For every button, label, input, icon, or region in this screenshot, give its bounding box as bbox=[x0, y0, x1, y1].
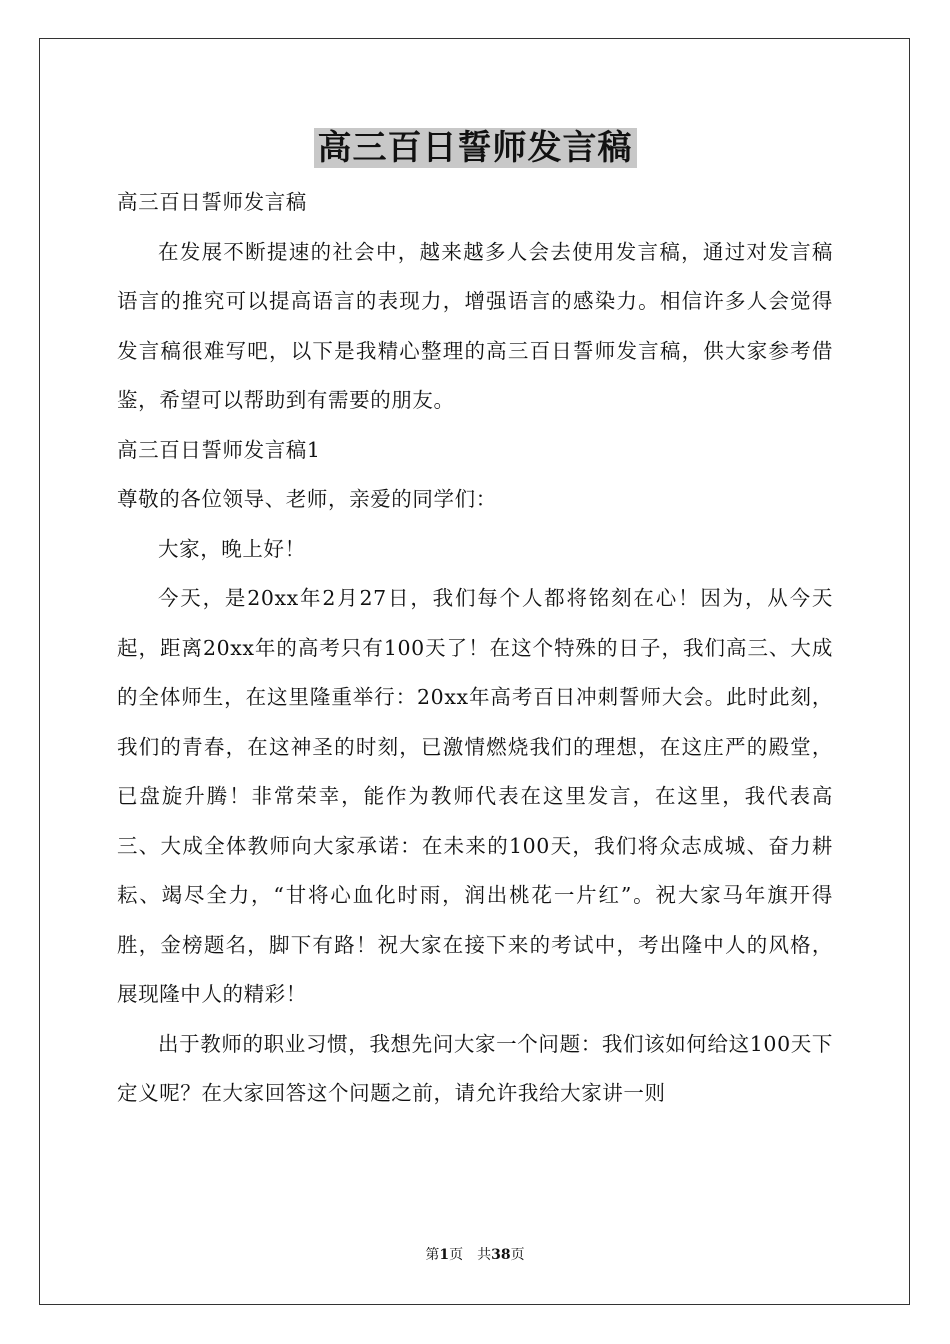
paragraph-section-heading: 高三百日誓师发言稿1 bbox=[117, 437, 321, 462]
current-page-number: 1 bbox=[439, 1247, 450, 1263]
paragraph-intro: 在发展不断提速的社会中，越来越多人会去使用发言稿，通过对发言稿语言的推究可以提高语言的表现力，增强语言的感染力。相信许多人会觉得发言稿很难写吧，以下是我精心整理的高三百日誓师发言稿，供大家参考借鉴，希望可以帮助到有需要的朋友。 bbox=[117, 239, 833, 412]
page-footer bbox=[0, 1246, 950, 1264]
paragraph-greeting: 大家，晚上好！ bbox=[158, 536, 306, 561]
paragraph-body: 今天，是20xx年2月27日，我们每个人都将铭刻在心！因为，从今天起，距离20xx年的高考只有100天了！在这个特殊的日子，我们高三、大成的全体师生，在这里隆重举行：20xx年高考百日冲刺誓师大会。此时此刻，我们的青春，在这神圣的时刻，已激情燃烧我们的理想，在这庄严的殿堂，已盘旋升腾！非常荣幸，能作为教师代表在这里发言，在这里，我代表高三、大成全体教师向大家承诺：在未来的100天，我们将众志成城、奋力耕耘、竭尽全力，“甘将心血化时雨，润出桃花一片红”。祝大家马年旗开得胜，金榜题名，脚下有路！祝大家在接下来的考试中，考出隆中人的风格，展现隆中人的精彩！ bbox=[117, 586, 833, 1006]
document-title bbox=[0, 126, 950, 170]
paragraph-subtitle: 高三百日誓师发言稿 bbox=[117, 190, 307, 214]
paragraph-salutation: 尊敬的各位领导、老师，亲爱的同学们： bbox=[117, 487, 497, 511]
document-title-text: 高三百日誓师发言稿 bbox=[314, 128, 637, 168]
document-body bbox=[117, 178, 833, 1119]
total-page-count: 38 bbox=[491, 1247, 511, 1263]
page-number-label: 第1页 bbox=[425, 1247, 464, 1263]
paragraph-body: 出于教师的职业习惯，我想先问大家一个问题：我们该如何给这100天下定义呢？在大家回答这个问题之前，请允许我给大家讲一则 bbox=[117, 1031, 833, 1105]
total-pages-label: 共38页 bbox=[477, 1247, 525, 1263]
